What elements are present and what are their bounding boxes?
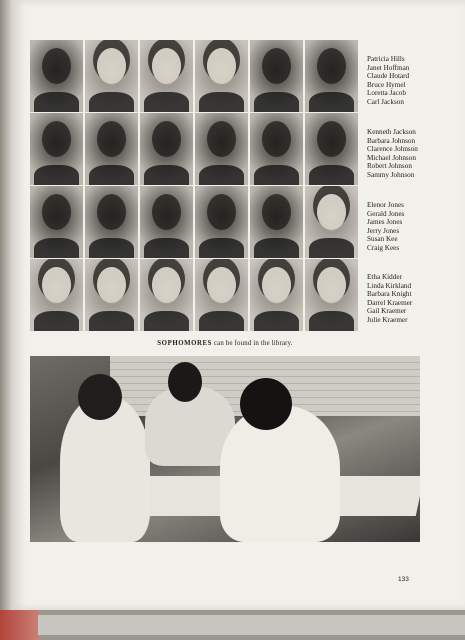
portrait-photo	[85, 40, 138, 112]
caption-text: can be found in the library.	[212, 340, 293, 347]
student-name: Julie Kraemer	[367, 315, 408, 324]
portrait-row-3	[30, 186, 360, 258]
portrait-photo	[30, 40, 83, 112]
portrait-photo	[30, 186, 83, 258]
portrait-photo	[140, 40, 193, 112]
caption-caps: SOPHOMORES	[157, 340, 213, 347]
student-name: Patricia Hills	[367, 55, 405, 63]
name-list-row-3	[367, 201, 462, 253]
portrait-photo	[250, 113, 303, 185]
portrait-photo	[195, 186, 248, 258]
portrait-row-4	[30, 259, 360, 331]
name-list-row-4	[367, 273, 462, 325]
page-number: 133	[398, 576, 409, 583]
student-name: James Jones	[367, 218, 403, 227]
portrait-photo	[85, 259, 138, 331]
portrait-photo	[195, 259, 248, 331]
portrait-photo	[305, 40, 358, 112]
photo-figure	[240, 378, 292, 430]
photo-figure	[220, 406, 340, 542]
portrait-photo	[140, 259, 193, 331]
name-list-row-2	[367, 128, 462, 180]
portrait-photo	[250, 259, 303, 331]
student-name: Elenor Jones	[367, 201, 404, 209]
cover-edge	[0, 610, 40, 640]
portrait-photo	[85, 113, 138, 185]
student-name: Jerry Jones	[367, 226, 400, 235]
photo-figure	[168, 362, 202, 402]
student-name: Gail Kraemer	[367, 307, 407, 316]
portrait-photo	[140, 113, 193, 185]
student-name: Robert Johnson	[367, 162, 412, 171]
library-photo	[30, 356, 420, 542]
portrait-photo	[30, 259, 83, 331]
student-name: Clarence Johnson	[367, 145, 418, 154]
portrait-photo	[250, 186, 303, 258]
portrait-row-1	[30, 40, 360, 112]
student-name: Barbara Knight	[367, 290, 412, 299]
student-name: Craig Kees	[367, 243, 400, 252]
portrait-photo	[305, 186, 358, 258]
portrait-photo	[30, 113, 83, 185]
portrait-photo	[85, 186, 138, 258]
photo-caption	[30, 340, 420, 347]
student-name: Barbara Johnson	[367, 136, 416, 145]
student-name: Gerald Jones	[367, 209, 405, 218]
student-name: Michael Johnson	[367, 153, 416, 162]
portrait-photo	[305, 113, 358, 185]
portrait-photo	[305, 259, 358, 331]
portrait-photo	[195, 113, 248, 185]
name-list-row-1	[367, 55, 462, 107]
student-name: Bruce Hymel	[367, 80, 406, 89]
student-name: Susan Kee	[367, 235, 398, 244]
portrait-photo	[140, 186, 193, 258]
student-name: Sammy Johnson	[367, 170, 415, 179]
scan-bar	[38, 615, 465, 635]
scan-bottom-edge	[0, 610, 465, 640]
student-name: Loretta Jacob	[367, 89, 406, 98]
portrait-photo	[250, 40, 303, 112]
student-name: Claude Hotard	[367, 72, 410, 81]
student-name: Linda Kirkland	[367, 281, 412, 290]
portrait-photo	[195, 40, 248, 112]
student-name: Etha Kidder	[367, 273, 402, 281]
student-name: Carl Jackson	[367, 97, 404, 106]
student-name: Janet Hoffman	[367, 63, 410, 72]
portrait-row-2	[30, 113, 360, 185]
student-name: Darrel Kraemer	[367, 298, 413, 307]
student-name: Kenneth Jackson	[367, 128, 416, 136]
photo-figure	[78, 374, 122, 420]
